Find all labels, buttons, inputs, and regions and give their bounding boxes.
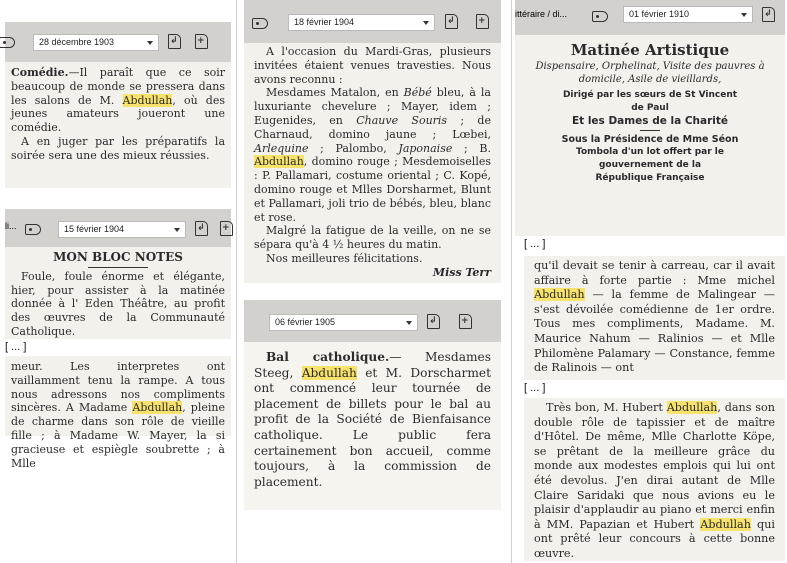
chevron-down-icon: [423, 21, 429, 25]
clipping-text: [244, 342, 501, 510]
highlight: Abdullah: [666, 401, 718, 414]
column-separator: [511, 0, 512, 563]
text: Nos meilleures félicitations.: [266, 251, 423, 265]
text: Arlequine: [254, 141, 309, 155]
divider: [640, 130, 660, 131]
ellipsis: [ ... ]: [5, 341, 27, 353]
edit-icon[interactable]: [427, 314, 440, 329]
text: ; Palombo,: [308, 141, 399, 155]
date-value: 01 février 1910: [629, 9, 690, 19]
headline: Comédie.: [11, 66, 69, 79]
chevron-down-icon: [147, 41, 153, 45]
highlight: Abdullah: [301, 365, 357, 380]
export-icon[interactable]: [195, 34, 208, 49]
text: A l'occasion du Mardi-Gras, plusieurs invitées étaient venues travesties. Nous avons reconnu :: [254, 45, 491, 86]
edit-icon[interactable]: [445, 14, 458, 29]
text: , où des jeunes amateurs joueront une comédie.: [11, 93, 225, 135]
clipping-toolbar: [244, 300, 501, 342]
text: qui ont prêté leur concours à cette bonne œuvre.: [534, 517, 775, 560]
date-select[interactable]: [269, 314, 418, 331]
text: A en juger par les préparatifs la soirée sera une des mieux réussies.: [11, 134, 225, 162]
edit-icon[interactable]: [168, 34, 181, 49]
text: ; de Charnaud, domino jaune ; Lœbei,: [254, 113, 491, 141]
text: , dans son double rôle de tapissier et de maître d'Hôtel. De même, Mlle Charlotte Köpe, se prêtant de la meilleure grâce du monde aux modestes emplois qui lui ont été devolus. J'en dirai autant de Mlle Claire Saridaki que nous avions eu le plaisir d'applaudir au piano et merci enfin à MM. Papazian et Hubert: [534, 401, 775, 531]
clipping-text: [244, 43, 501, 283]
divider: [88, 267, 148, 268]
text: ; B.: [452, 141, 491, 155]
clipping-text: [524, 398, 785, 561]
ellipsis: [ ... ]: [524, 238, 546, 250]
date-select[interactable]: [288, 14, 435, 31]
text: Japonaise: [398, 141, 453, 155]
text: — la femme de Malingear — s'est dévoilée comédienne de 1er ordre. Tous mes compliments, Madame. M. Maurice Nahum — Ralinios — et Mlle Philomène Palamary — Constance, femme de Ralinois — ont: [534, 288, 775, 375]
clipping-card: [5, 209, 231, 339]
date-value: 06 février 1905: [275, 317, 336, 327]
clipping-toolbar: [5, 209, 231, 247]
date-value: 15 février 1904: [64, 224, 125, 234]
column-separator: [236, 0, 237, 563]
clipping-text: [515, 35, 785, 236]
tag-icon[interactable]: [0, 37, 15, 48]
text: Bébé: [403, 86, 432, 100]
highlight: Abdullah: [534, 288, 585, 302]
text: meur. Les interpretes ont vaillamment tenu la rampe. A tous nous adressons nos compliments sincères. A Madame: [11, 360, 225, 415]
source-label: ittéraire / di...: [515, 9, 568, 19]
clipping-card: [5, 22, 231, 188]
clipping-card: [244, 0, 501, 283]
clipping-card: [515, 0, 785, 236]
text: Dispensaire, Orphelinat, Visite des pauvres à domicile, Asile de vieillards,: [535, 61, 765, 85]
clipping-card: [244, 300, 501, 510]
text: Sous la Présidence de Mme Séon: [561, 134, 739, 145]
text: Malgré la fatigue de la veille, on ne se sépara qu'à 4 ½ heures du matin.: [254, 224, 491, 252]
text: Mesdames Matalon, en: [266, 86, 404, 100]
clipping-card: [524, 398, 785, 561]
export-icon[interactable]: [220, 221, 233, 236]
export-icon[interactable]: [476, 14, 489, 29]
export-icon[interactable]: [459, 314, 472, 329]
date-value: 28 décembre 1903: [39, 37, 115, 47]
column-heading: MON BLOC NOTES: [53, 250, 183, 264]
text: et M. Dorscharmet ont commencé leur tournée de placement de billets pour le bal au profit de la Société de Bienfaisance catholique. Le public fera certainement bon accueil, comme toujours, à la commission de placement.: [254, 365, 491, 489]
clipping-toolbar: [515, 0, 785, 35]
clipping-text: [5, 62, 231, 188]
headline: Bal catholique.: [266, 350, 390, 364]
highlight: Abdullah: [254, 155, 304, 169]
date-select[interactable]: [33, 34, 159, 51]
highlight: Abdullah: [122, 93, 173, 107]
date-select[interactable]: [623, 6, 753, 23]
clipping-card: [5, 356, 231, 470]
clipping-text: [524, 256, 785, 380]
text: , domino rouge ; Mesdemoiselles : P. Pallamari, costume oriental ; C. Kopé, domino rouge et Mlles Dorsharmet, Blunt et Pallamari, joli trio de bébés, bleu, blanc et rose.: [254, 155, 491, 224]
date-select[interactable]: [58, 221, 186, 238]
text: — Mesdames Steeg,: [254, 350, 491, 380]
edit-icon[interactable]: [195, 221, 208, 236]
text: qu'il devait se tenir à carreau, car il avait affaire à forte partie : Mme michel: [534, 259, 775, 287]
text: —Il paraît que ce soir beaucoup de monde se pressera dans les salons de M.: [11, 66, 225, 107]
tag-icon[interactable]: [592, 11, 608, 22]
text: Très bon, M. Hubert: [546, 401, 667, 414]
tag-icon[interactable]: [252, 18, 268, 29]
signature: Miss Terr: [432, 265, 491, 279]
event-title: Matinée Artistique: [570, 41, 730, 59]
clipping-card: [524, 256, 785, 380]
clipping-toolbar: [244, 0, 501, 43]
text: Dirigé par les sœurs de St Vincent de Paul: [562, 90, 738, 113]
clipping-text: [5, 356, 231, 470]
tag-icon[interactable]: [25, 224, 41, 235]
chevron-down-icon: [174, 228, 180, 232]
highlight: Abdullah: [700, 517, 751, 531]
chevron-down-icon: [741, 13, 747, 17]
highlight: Abdullah: [132, 401, 183, 415]
clipping-text: [5, 247, 231, 339]
text: Chauve Souris: [356, 113, 448, 127]
clipping-toolbar: [5, 22, 231, 62]
text: Tombola d'un lot offert par le gouvernement de la République Française: [576, 147, 724, 183]
ellipsis: [ ... ]: [524, 382, 546, 394]
edit-icon[interactable]: [762, 7, 775, 22]
text: , pleine de charme dans son rôle de vieille fille ; à Madame W. Mayer, la si gracieuse et espiègle soubrette ; à Mlle: [11, 401, 225, 470]
source-label: li...: [5, 221, 17, 231]
date-value: 18 février 1904: [294, 17, 355, 27]
text: Et les Dames de la Charité: [571, 115, 729, 127]
text: bleu, à la luxuriante chevelure ; Mayer, idem ; Eugenides, en: [254, 86, 491, 127]
chevron-down-icon: [406, 321, 412, 325]
text: Foule, foule énorme et élégante, hier, pour assister à la matinée donnée à l' Eden Théâtre, au profit des œuvres de la Communauté Catholique.: [11, 269, 225, 338]
